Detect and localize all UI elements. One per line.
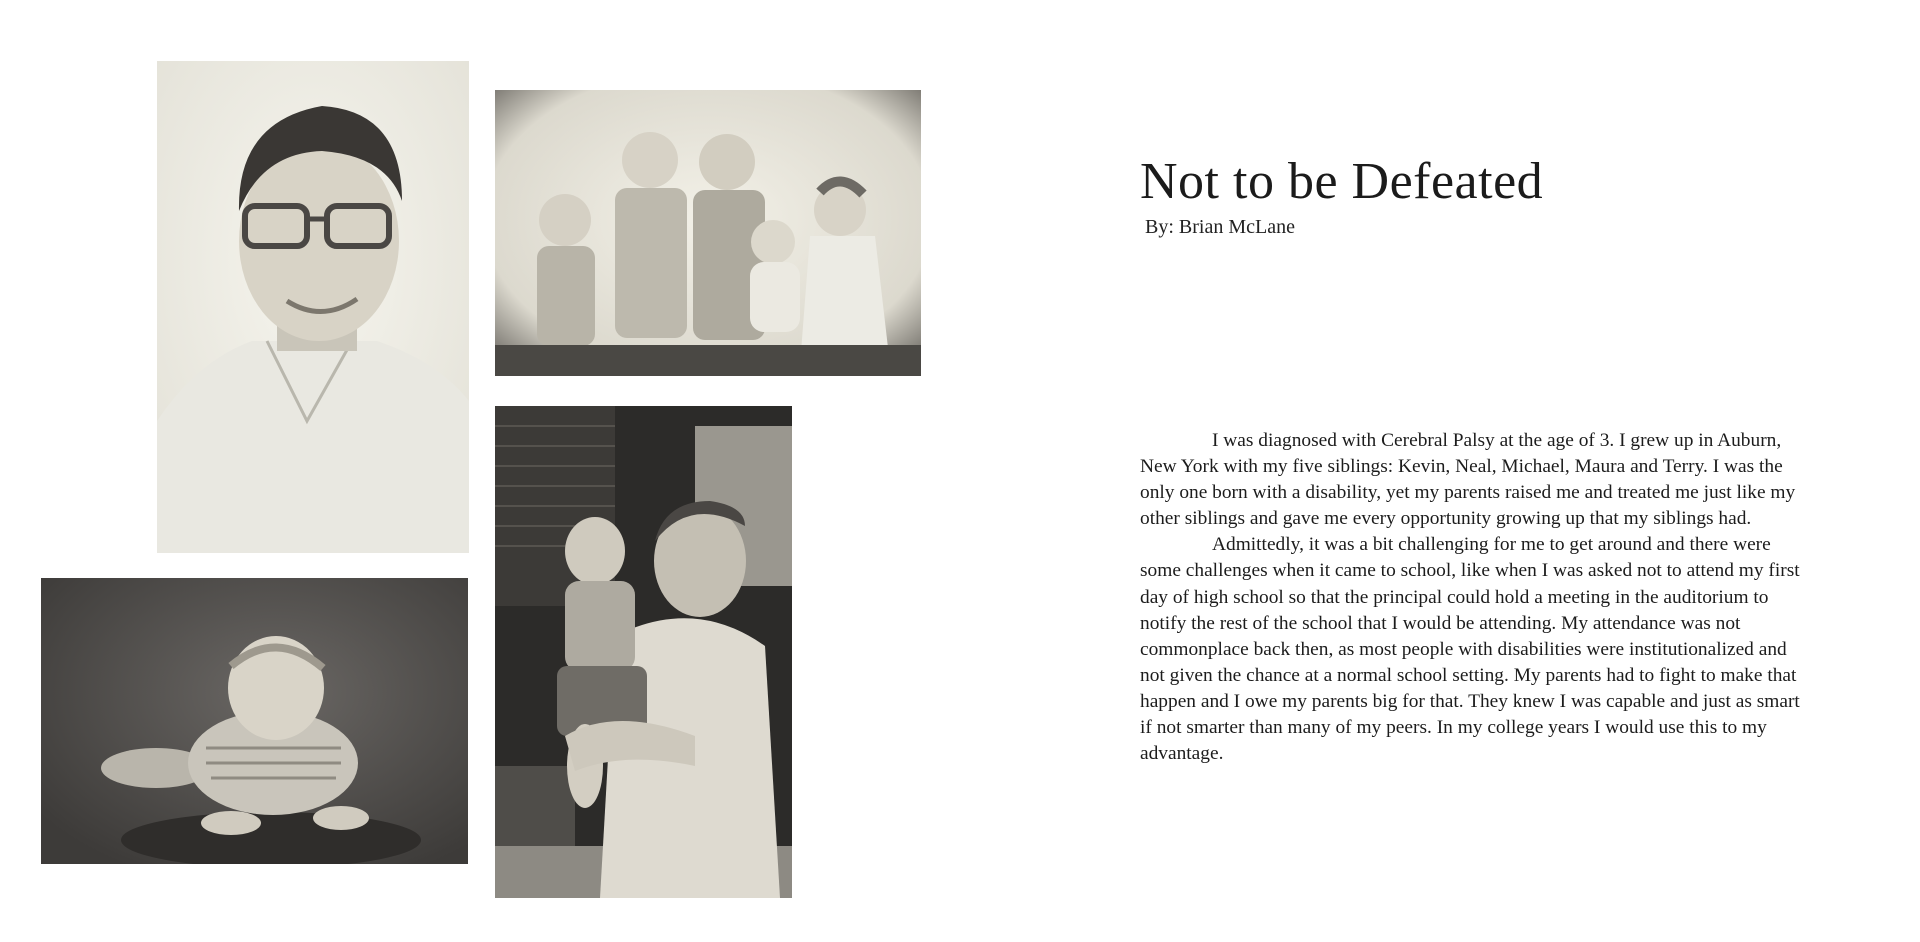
photo-siblings-group xyxy=(495,90,921,376)
author-byline: By: Brian McLane xyxy=(1145,216,1295,238)
photo-siblings-image xyxy=(495,90,921,376)
photo-man-holding-baby xyxy=(495,406,792,898)
photo-man-holding-baby-image xyxy=(495,406,792,898)
story-paragraph: Admittedly, it was a bit challenging for me to get around and there were some challenges when it came to school, like when I was asked not to attend my first day of high school so that the principal could hold a meeting in the auditorium to notify the rest of the school that I would be attending. My attendance was not commonplace back then, as most people with disabilities were institutionalized and not given the chance at a normal school setting. My parents had to fight to make that happen and I owe my parents big for that. They knew I was capable and just as smart if not smarter than many of my peers. In my college years I would use this to my advantage. xyxy=(1140,534,1800,765)
story-body xyxy=(1140,428,1810,767)
page-title: Not to be Defeated xyxy=(1140,153,1544,210)
photo-baby-image xyxy=(41,578,468,864)
photo-baby-portrait xyxy=(41,578,468,864)
story-paragraph: I was diagnosed with Cerebral Palsy at the age of 3. I grew up in Auburn, New York with my five siblings: Kevin, Neal, Michael, Maura and Terry. I was the only one born with a disability, yet my parents raised me and treated me just like my other siblings and gave me every opportunity growing up that my siblings had. xyxy=(1140,430,1796,530)
photo-teen-boy-portrait xyxy=(157,61,469,553)
photo-teen-boy-image xyxy=(157,61,469,553)
